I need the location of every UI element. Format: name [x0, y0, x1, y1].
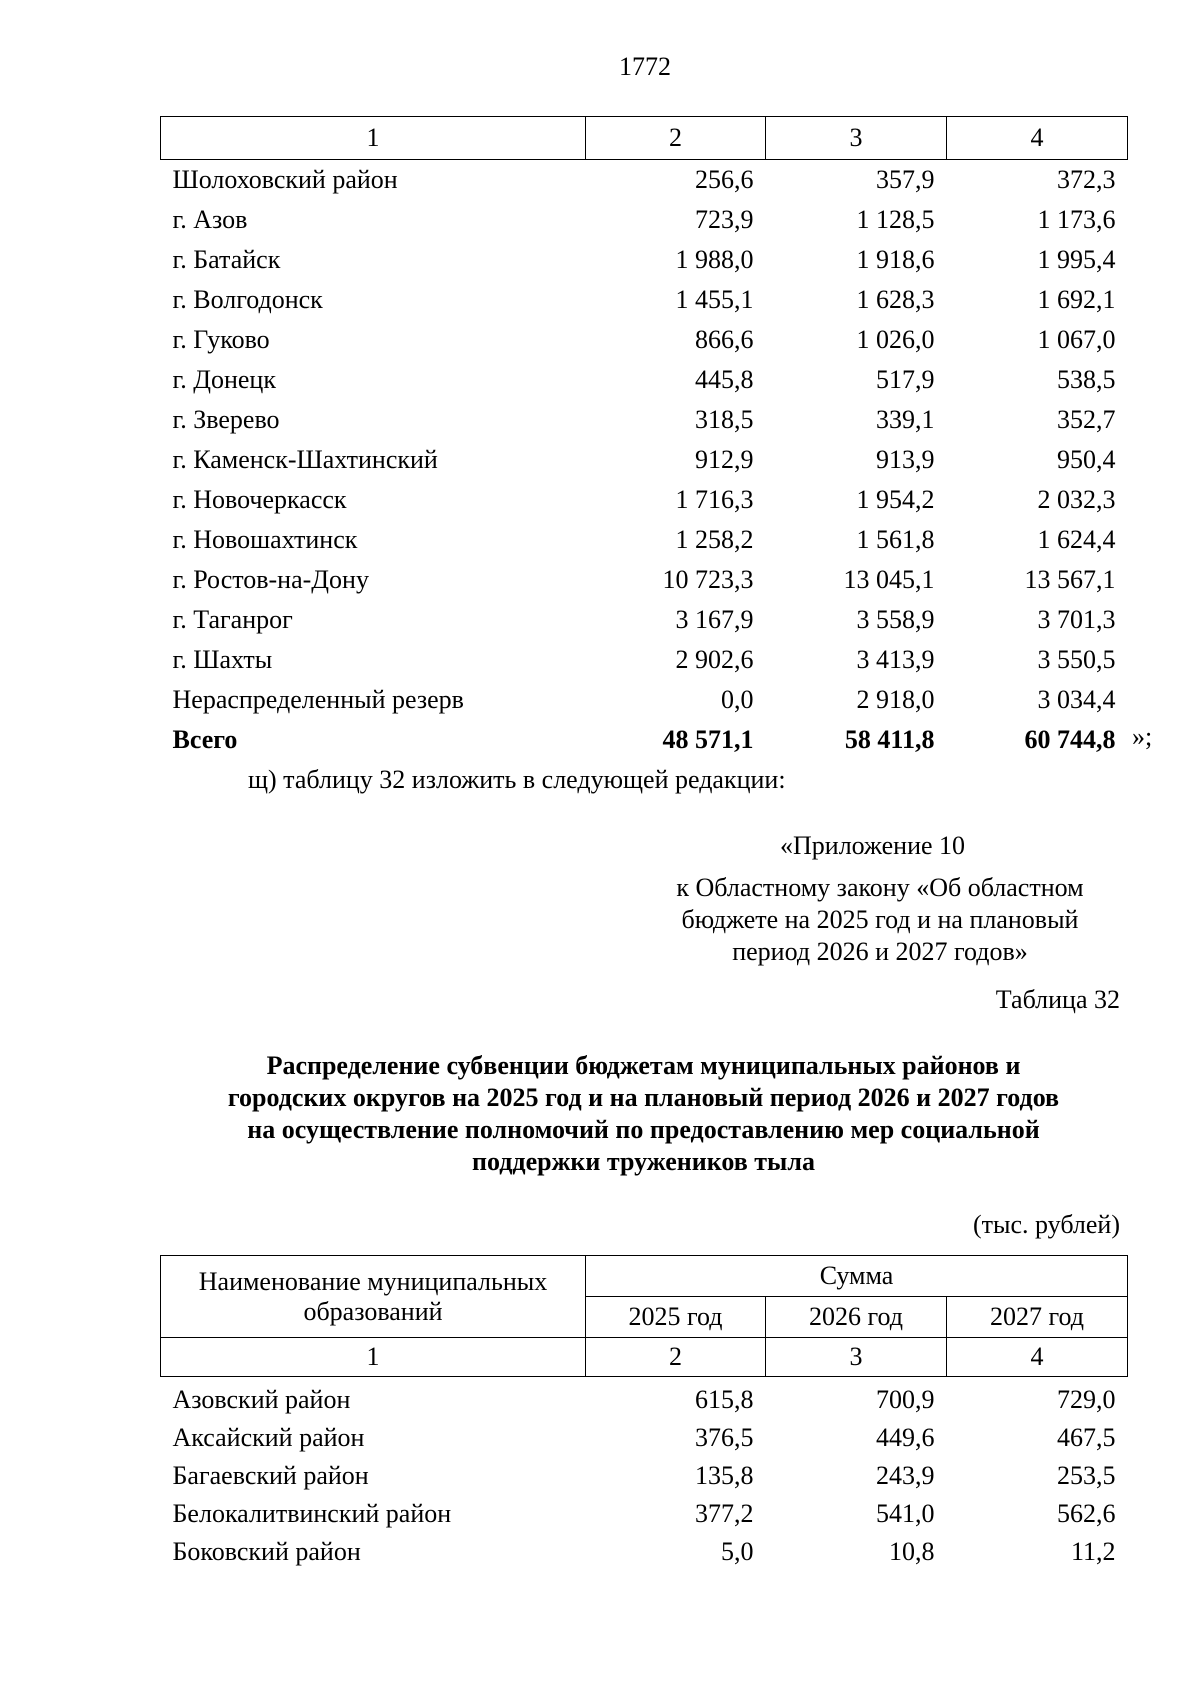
table-body — [161, 160, 1128, 721]
row-name: г. Зверево — [172, 405, 280, 434]
value-2025: 615,8 — [695, 1385, 754, 1414]
row-name: г. Шахты — [172, 645, 273, 674]
value-2025: 1 988,0 — [675, 245, 754, 274]
value-2026: 2 918,0 — [856, 685, 935, 714]
value-2026: 10,8 — [889, 1537, 935, 1566]
value-2027: 538,5 — [1057, 365, 1116, 394]
row-name: г. Новочеркасск — [172, 485, 347, 514]
column-number: 3 — [766, 1338, 947, 1377]
value-2027: 1 624,4 — [1037, 525, 1116, 554]
value-2027: 3 550,5 — [1037, 645, 1116, 674]
value-2027: 1 173,6 — [1037, 205, 1116, 234]
row-name: г. Азов — [172, 205, 248, 234]
table-title — [160, 1050, 1127, 1178]
value-2025: 5,0 — [721, 1537, 754, 1566]
value-2025: 1 455,1 — [675, 285, 754, 314]
allocation-table-32 — [160, 1255, 1128, 1571]
table-row — [161, 600, 1128, 640]
total-2027: 60 744,8 — [1024, 725, 1116, 754]
units-label: (тыс. рублей) — [972, 1210, 1120, 1239]
value-2025: 376,5 — [695, 1423, 754, 1452]
value-2025: 723,9 — [695, 205, 754, 234]
value-2025: 866,6 — [695, 325, 754, 354]
appendix-subtitle — [640, 872, 1120, 968]
row-name: г. Каменск-Шахтинский — [172, 445, 438, 474]
row-name: Боковский район — [172, 1537, 361, 1566]
year-header: 2025 год — [586, 1297, 766, 1338]
value-2026: 700,9 — [876, 1385, 935, 1414]
value-2025: 3 167,9 — [675, 605, 754, 634]
row-name: Багаевский район — [172, 1461, 369, 1490]
value-2027: 1 692,1 — [1037, 285, 1116, 314]
appendix-title: «Приложение 10 — [780, 831, 966, 860]
table-row — [161, 560, 1128, 600]
value-2025: 377,2 — [695, 1499, 754, 1528]
allocation-table-continued — [160, 116, 1128, 760]
value-2027: 11,2 — [1070, 1537, 1116, 1566]
table-row — [161, 1457, 1128, 1495]
total-row — [161, 720, 1128, 760]
amendment-instruction: щ) таблицу 32 изложить в следующей редакции: — [248, 765, 786, 794]
value-2026: 1 628,3 — [856, 285, 935, 314]
value-2027: 372,3 — [1057, 165, 1116, 194]
value-2025: 318,5 — [695, 405, 754, 434]
total-label: Всего — [172, 725, 238, 754]
year-header: 2027 год — [947, 1297, 1128, 1338]
value-2026: 913,9 — [876, 445, 935, 474]
table-row — [161, 200, 1128, 240]
appendix-subtitle-line: период 2026 и 2027 годов» — [732, 937, 1028, 966]
header-sum: Сумма — [586, 1256, 1128, 1297]
value-2026: 357,9 — [876, 165, 935, 194]
value-2027: 13 567,1 — [1024, 565, 1116, 594]
value-2025: 1 716,3 — [675, 485, 754, 514]
value-2027: 2 032,3 — [1037, 485, 1116, 514]
appendix-subtitle-line: бюджете на 2025 год и на плановый — [681, 905, 1079, 934]
header-name-cell — [161, 1256, 586, 1338]
table-body — [161, 1377, 1128, 1572]
row-name: г. Гуково — [172, 325, 270, 354]
table-row — [161, 360, 1128, 400]
table-row — [161, 160, 1128, 201]
value-2027: 467,5 — [1057, 1423, 1116, 1452]
table-row — [161, 1495, 1128, 1533]
value-2027: 950,4 — [1057, 445, 1116, 474]
value-2025: 0,0 — [721, 685, 754, 714]
value-2026: 517,9 — [876, 365, 935, 394]
row-name: Нераспределенный резерв — [172, 685, 464, 714]
column-number: 1 — [161, 117, 586, 160]
table-number: Таблица 32 — [995, 985, 1120, 1014]
value-2025: 256,6 — [695, 165, 754, 194]
table-row — [161, 240, 1128, 280]
column-number: 1 — [161, 1338, 586, 1377]
value-2027: 562,6 — [1057, 1499, 1116, 1528]
header-name-line: Наименование муниципальных — [198, 1266, 548, 1296]
value-2026: 3 558,9 — [856, 605, 935, 634]
value-2027: 729,0 — [1057, 1385, 1116, 1414]
column-number: 3 — [766, 117, 947, 160]
value-2026: 3 413,9 — [856, 645, 935, 674]
page-number: 1772 — [619, 52, 671, 81]
value-2026: 339,1 — [876, 405, 935, 434]
value-2027: 3 034,4 — [1037, 685, 1116, 714]
year-header: 2026 год — [766, 1297, 947, 1338]
table-title-line: поддержки тружеников тыла — [472, 1147, 815, 1176]
row-name: г. Батайск — [172, 245, 281, 274]
row-name: г. Новошахтинск — [172, 525, 358, 554]
table-title-line: городских округов на 2025 год и на плановый период 2026 и 2027 годов — [227, 1083, 1060, 1112]
value-2026: 1 026,0 — [856, 325, 935, 354]
row-name: Аксайский район — [172, 1423, 365, 1452]
value-2025: 10 723,3 — [662, 565, 754, 594]
table-row — [161, 640, 1128, 680]
column-number-row — [161, 1338, 1128, 1377]
table-row — [161, 520, 1128, 560]
value-2025: 912,9 — [695, 445, 754, 474]
closing-quote-mark: »; — [1132, 722, 1153, 751]
column-number-row — [161, 117, 1128, 160]
column-number: 2 — [586, 117, 766, 160]
table-row — [161, 480, 1128, 520]
value-2026: 541,0 — [876, 1499, 935, 1528]
total-2026: 58 411,8 — [844, 725, 935, 754]
column-number: 4 — [947, 1338, 1128, 1377]
value-2026: 243,9 — [876, 1461, 935, 1490]
row-name: Азовский район — [172, 1385, 351, 1414]
table-row — [161, 400, 1128, 440]
row-name: Белокалитвинский район — [172, 1499, 452, 1528]
table-title-line: на осуществление полномочий по предоставлению мер социальной — [247, 1115, 1040, 1144]
value-2027: 352,7 — [1057, 405, 1116, 434]
header-row — [161, 1256, 1128, 1297]
header-name-line: образований — [303, 1296, 443, 1326]
value-2026: 1 918,6 — [856, 245, 935, 274]
value-2025: 445,8 — [695, 365, 754, 394]
value-2026: 1 561,8 — [856, 525, 935, 554]
table-row — [161, 1419, 1128, 1457]
value-2026: 1 128,5 — [856, 205, 935, 234]
appendix-subtitle-line: к Областному закону «Об областном — [676, 873, 1084, 902]
table-row — [161, 1377, 1128, 1420]
table-title-line: Распределение субвенции бюджетам муниципальных районов и — [266, 1051, 1021, 1080]
value-2026: 13 045,1 — [843, 565, 935, 594]
value-2027: 1 067,0 — [1037, 325, 1116, 354]
value-2027: 253,5 — [1057, 1461, 1116, 1490]
value-2025: 2 902,6 — [675, 645, 754, 674]
table-row — [161, 1533, 1128, 1571]
total-2025: 48 571,1 — [662, 725, 754, 754]
value-2027: 3 701,3 — [1037, 605, 1116, 634]
row-name: г. Донецк — [172, 365, 276, 394]
value-2026: 1 954,2 — [856, 485, 935, 514]
row-name: г. Ростов-на-Дону — [172, 565, 369, 594]
value-2027: 1 995,4 — [1037, 245, 1116, 274]
row-name: г. Таганрог — [172, 605, 293, 634]
value-2025: 135,8 — [695, 1461, 754, 1490]
table-row — [161, 680, 1128, 720]
table-row — [161, 440, 1128, 480]
table-row — [161, 280, 1128, 320]
table-row — [161, 320, 1128, 360]
value-2025: 1 258,2 — [675, 525, 754, 554]
row-name: г. Волгодонск — [172, 285, 323, 314]
row-name: Шолоховский район — [172, 165, 398, 194]
value-2026: 449,6 — [876, 1423, 935, 1452]
column-number: 4 — [947, 117, 1128, 160]
column-number: 2 — [586, 1338, 766, 1377]
